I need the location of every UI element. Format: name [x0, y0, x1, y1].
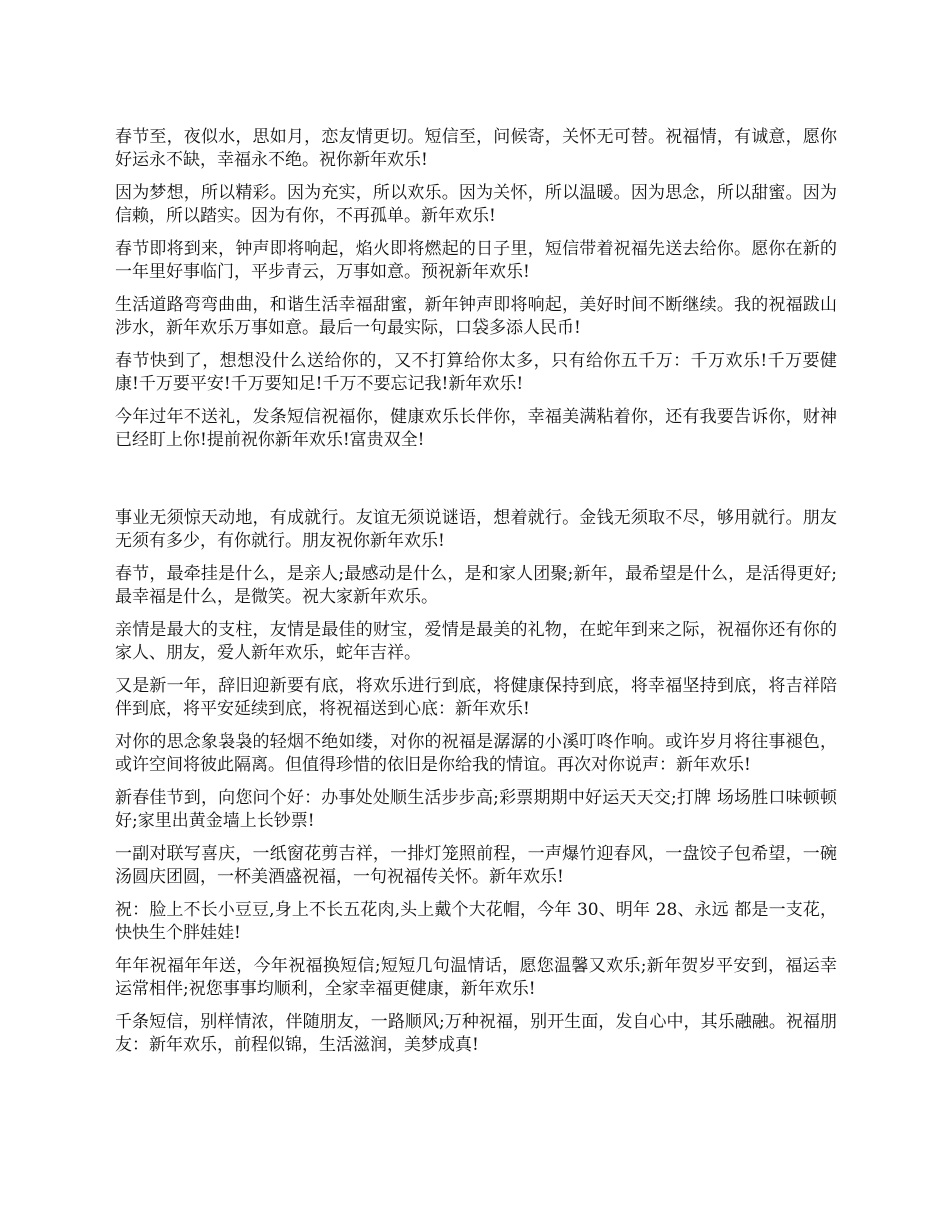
paragraph: 新春佳节到，向您问个好：办事处处顺生活步步高;彩票期期中好运天天交;打牌 场场胜口味顿顿好;家里出黄金墙上长钞票! [115, 788, 837, 831]
paragraph: 又是新一年，辞旧迎新要有底，将欢乐进行到底，将健康保持到底，将幸福坚持到底，将吉祥陪伴到底，将平安延续到底，将祝福送到心底：新年欢乐! [115, 676, 837, 719]
paragraph-group-2 [115, 507, 837, 1067]
paragraph: 今年过年不送礼，发条短信祝福你，健康欢乐长伴你，幸福美满粘着你，还有我要告诉你，财神已经盯上你!提前祝你新年欢乐!富贵双全! [115, 407, 837, 450]
paragraph: 春节至，夜似水，思如月，恋友情更切。短信至，问候寄，关怀无可替。祝福情，有诚意，愿你好运永不缺，幸福永不绝。祝你新年欢乐! [115, 127, 837, 170]
paragraph: 因为梦想，所以精彩。因为充实，所以欢乐。因为关怀，所以温暖。因为思念，所以甜蜜。因为信赖，所以踏实。因为有你，不再孤单。新年欢乐! [115, 183, 837, 226]
paragraph: 春节，最牵挂是什么，是亲人;最感动是什么，是和家人团聚;新年，最希望是什么，是活得更好;最幸福是什么，是微笑。祝大家新年欢乐。 [115, 564, 837, 607]
paragraph: 年年祝福年年送，今年祝福换短信;短短几句温情话，愿您温馨又欢乐;新年贺岁平安到，福运幸运常相伴;祝您事事均顺利，全家幸福更健康，新年欢乐! [115, 956, 837, 999]
paragraph: 祝：脸上不长小豆豆,身上不长五花肉,头上戴个大花帽，今年 30、明年 28、永远 都是一支花，快快生个胖娃娃! [115, 900, 837, 943]
paragraph: 事业无须惊天动地，有成就行。友谊无须说谜语，想着就行。金钱无须取不尽，够用就行。朋友无须有多少，有你就行。朋友祝你新年欢乐! [115, 508, 837, 551]
paragraph-group-1 [115, 126, 837, 462]
paragraph: 对你的思念象袅袅的轻烟不绝如缕，对你的祝福是潺潺的小溪叮咚作响。或许岁月将往事褪色，或许空间将彼此隔离。但值得珍惜的依旧是你给我的情谊。再次对你说声：新年欢乐! [115, 732, 837, 775]
paragraph: 春节快到了，想想没什么送给你的，又不打算给你太多，只有给你五千万：千万欢乐!千万要健康!千万要平安!千万要知足!千万不要忘记我!新年欢乐! [115, 351, 837, 394]
paragraph: 春节即将到来，钟声即将响起，焰火即将燃起的日子里，短信带着祝福先送去给你。愿你在新的一年里好事临门，平步青云，万事如意。预祝新年欢乐! [115, 239, 837, 282]
paragraph: 一副对联写喜庆，一纸窗花剪吉祥，一排灯笼照前程，一声爆竹迎春风，一盘饺子包希望，一碗汤圆庆团圆，一杯美酒盛祝福，一句祝福传关怀。新年欢乐! [115, 844, 837, 887]
paragraph: 千条短信，别样情浓，伴随朋友，一路顺风;万种祝福，别开生面，发自心中，其乐融融。祝福朋友：新年欢乐，前程似锦，生活滋润，美梦成真! [115, 1012, 837, 1055]
paragraph: 亲情是最大的支柱，友情是最佳的财宝，爱情是最美的礼物，在蛇年到来之际，祝福你还有你的家人、朋友，爱人新年欢乐，蛇年吉祥。 [115, 620, 837, 663]
paragraph: 生活道路弯弯曲曲，和谐生活幸福甜蜜，新年钟声即将响起，美好时间不断继续。我的祝福跋山涉水，新年欢乐万事如意。最后一句最实际，口袋多添人民币! [115, 295, 837, 338]
